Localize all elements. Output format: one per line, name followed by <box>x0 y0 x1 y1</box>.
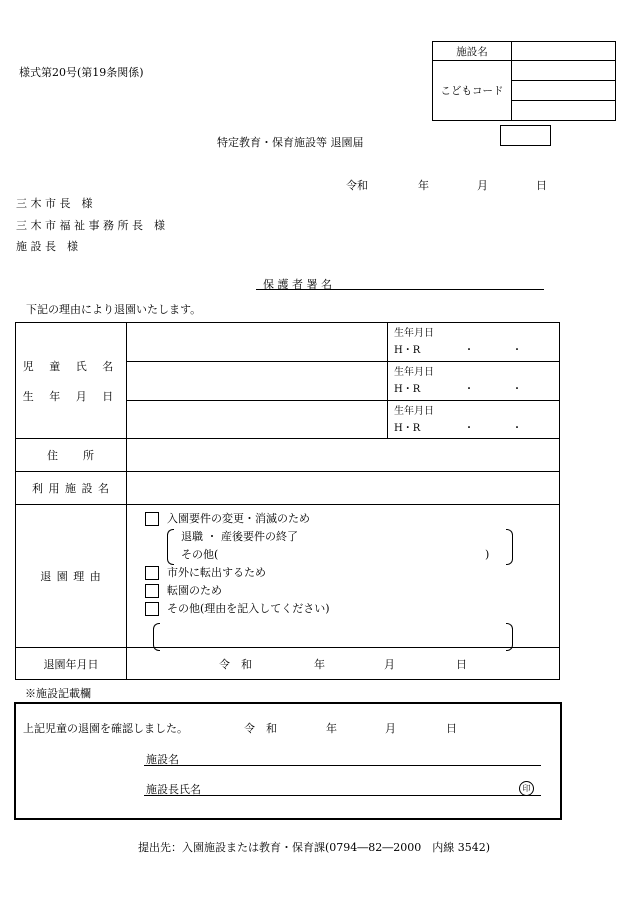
reason-option-moving-out[interactable] <box>145 564 559 582</box>
birth-dot-2a: ・ <box>464 384 474 395</box>
leave-date-label: 退園年月日 <box>16 648 127 680</box>
guardian-signature-line[interactable] <box>256 289 544 290</box>
birth-label-2: 生年月日 <box>394 367 434 378</box>
child-name-cell-3[interactable] <box>127 401 388 439</box>
leave-date-era: 令 和 <box>219 658 252 671</box>
birth-dot-3b: ・ <box>512 422 522 434</box>
date-year: 年 <box>418 179 429 192</box>
birth-dot-1b: ・ <box>512 345 522 356</box>
reason-moving-out-text: 市外に転出するため <box>167 566 266 579</box>
reason-transfer-text: 転園のため <box>167 584 222 597</box>
reason-other-text: その他(理由を記入してください) <box>167 602 330 615</box>
leave-date-month: 月 <box>384 658 395 671</box>
birth-era-2: H・R <box>394 384 421 395</box>
birth-date-cell-3[interactable] <box>388 401 560 439</box>
confirm-director-name-label: 施設長氏名 <box>146 783 201 796</box>
withdrawal-reason-cell <box>127 505 560 648</box>
child-code-label: こどもコード <box>433 61 512 121</box>
birth-label-3: 生年月日 <box>394 405 434 417</box>
withdrawal-reason-label: 退 園 理 由 <box>16 505 127 648</box>
withdrawal-form-table <box>15 322 560 680</box>
reason-sub-other-close: ) <box>485 548 490 561</box>
birth-date-cell-2[interactable] <box>388 362 560 401</box>
birth-label-1: 生年月日 <box>394 328 434 339</box>
facility-used-label: 利 用 施 設 名 <box>16 472 127 505</box>
birth-era-3: H・R <box>394 422 421 434</box>
birth-dot-1a: ・ <box>464 345 474 356</box>
form-number: 様式第20号(第19条関係) <box>19 66 144 79</box>
facility-confirmation-box <box>14 702 562 820</box>
leave-date-day: 日 <box>456 658 467 671</box>
date-month: 月 <box>477 179 488 192</box>
child-code-cell-3[interactable] <box>512 101 616 121</box>
addressee-mayor: 三 木 市 長 様 <box>16 197 93 210</box>
facility-name-cell[interactable] <box>512 42 616 61</box>
child-code-cell-2[interactable] <box>512 81 616 101</box>
checkbox-moving-out[interactable] <box>145 566 159 580</box>
child-name-cell-1[interactable] <box>127 323 388 362</box>
submission-footer: 提出先：入園施設または教育・保育課(0794―82―2000 内線 3542) <box>138 841 491 854</box>
facility-code-box <box>432 41 616 121</box>
addressee-facility-director: 施 設 長 様 <box>16 240 78 253</box>
facility-section-label: ※施設記載欄 <box>25 687 91 700</box>
leave-date-cell[interactable] <box>127 648 560 680</box>
reason-sub-retirement <box>145 528 559 546</box>
confirm-day: 日 <box>446 722 457 735</box>
receipt-box <box>500 125 551 146</box>
reason-sub-other-text: その他( <box>181 548 219 561</box>
date-day: 日 <box>536 179 547 192</box>
child-name-birth-label <box>16 323 127 439</box>
birth-date-cell-1[interactable] <box>388 323 560 362</box>
reason-option-transfer[interactable] <box>145 582 559 600</box>
child-code-cell-1[interactable] <box>512 61 616 81</box>
address-label: 住 所 <box>16 439 127 472</box>
confirm-era: 令 和 <box>244 722 277 735</box>
birth-dot-2b: ・ <box>512 384 522 395</box>
checkbox-requirement-change[interactable] <box>145 512 159 526</box>
seal-icon: 印 <box>519 781 534 796</box>
reason-option-other[interactable] <box>145 600 559 618</box>
facility-name-label: 施設名 <box>433 42 512 61</box>
address-cell[interactable] <box>127 439 560 472</box>
reason-option-requirement-change[interactable] <box>145 510 559 528</box>
confirm-text: 上記児童の退園を確認しました。 <box>23 722 188 735</box>
addressee-welfare-office: 三 木 市 福 祉 事 務 所 長 様 <box>16 219 165 232</box>
confirm-year: 年 <box>326 722 337 735</box>
reason-retirement-text: 退職 ・ 産後要件の終了 <box>181 530 298 543</box>
checkbox-transfer[interactable] <box>145 584 159 598</box>
confirm-director-name-line[interactable] <box>144 795 541 796</box>
reason-sub-other[interactable] <box>145 546 559 564</box>
facility-used-cell[interactable] <box>127 472 560 505</box>
leave-date-year: 年 <box>314 658 325 671</box>
confirm-month: 月 <box>385 722 396 735</box>
sub-reason-bracket-left <box>167 529 174 565</box>
document-title: 特定教育・保育施設等 退園届 <box>217 136 364 149</box>
sub-reason-bracket-right <box>506 529 513 565</box>
child-name-label: 児 童 氏 名 <box>22 359 120 373</box>
date-era: 令和 <box>346 179 368 192</box>
birth-dot-3a: ・ <box>464 422 474 434</box>
child-name-cell-2[interactable] <box>127 362 388 401</box>
confirm-facility-name-line[interactable] <box>144 765 541 766</box>
intro-text: 下記の理由により退園いたします。 <box>26 303 202 316</box>
birth-date-label: 生 年 月 日 <box>22 389 120 403</box>
guardian-signature-label: 保 護 者 署 名 <box>263 278 332 291</box>
reason-requirement-change-text: 入園要件の変更・消滅のため <box>167 512 310 525</box>
checkbox-other[interactable] <box>145 602 159 616</box>
confirm-facility-name-label: 施設名 <box>146 753 179 766</box>
birth-era-1: H・R <box>394 345 421 356</box>
